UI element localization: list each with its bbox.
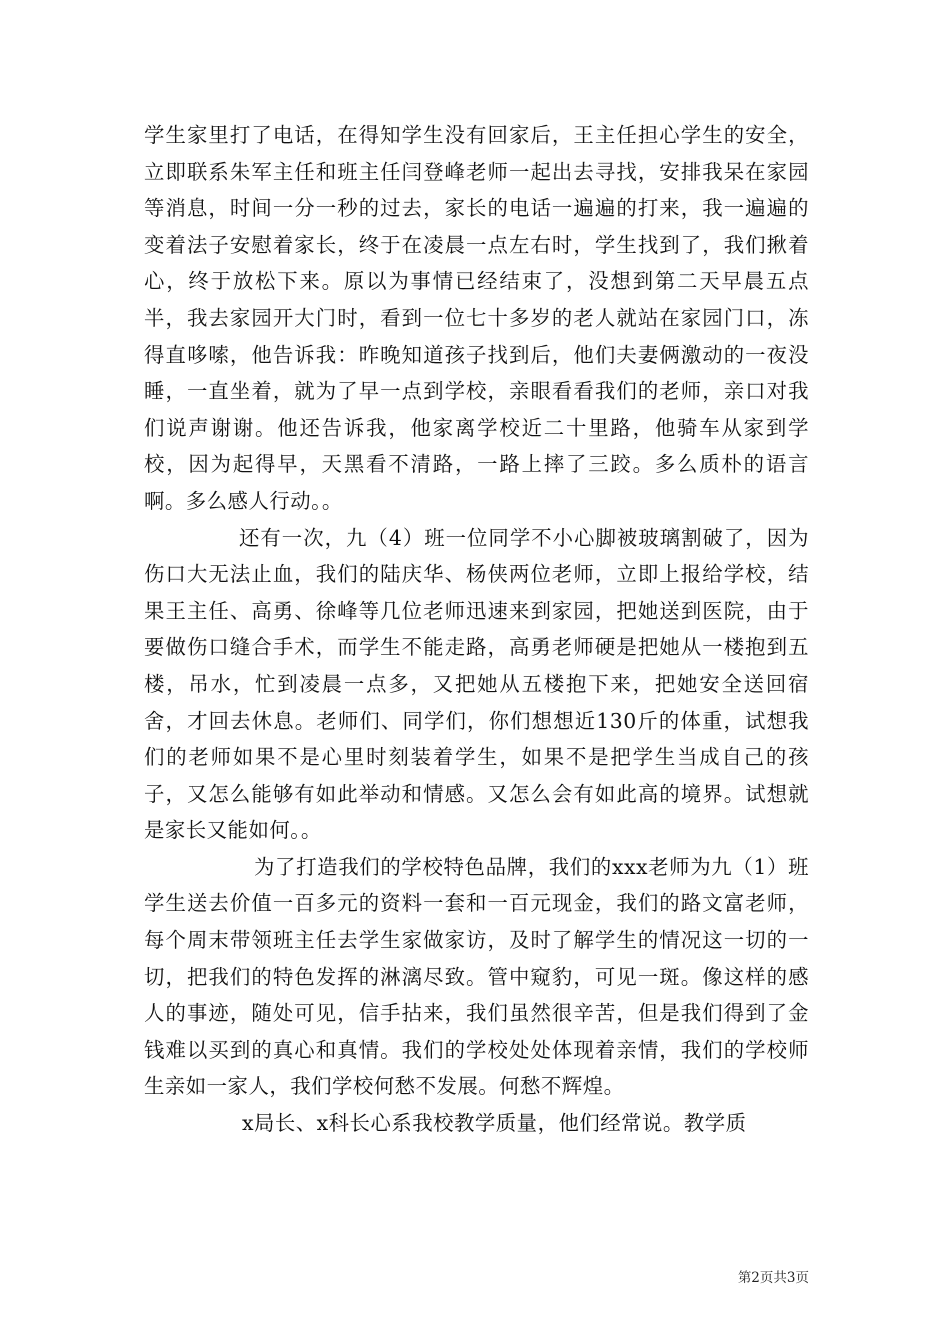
paragraph-1: 学生家里打了电话，在得知学生没有回家后，王主任担心学生的安全，立即联系朱军主任和班主任闫登峰老师一起出去寻找，安排我呆在家园等消息，时间一分一秒的过去，家长的电话一遍遍的打来，我一遍遍的变着法子安慰着家长，终于在凌晨一点左右时，学生找到了，我们揪着心，终于放松下来。原以为事情已经结束了，没想到第二天早晨五点半，我去家园开大门时，看到一位七十多岁的老人就站在家园门口，冻得直哆嗦，他告诉我：昨晚知道孩子找到后，他们夫妻俩激动的一夜没睡，一直坐着，就为了早一点到学校，亲眼看看我们的老师，亲口对我们说声谢谢。他还告诉我，他家离学校近二十里路，他骑车从家到学校，因为起得早，天黑看不清路，一路上摔了三跤。多么质朴的语言啊。多么感人行动。。 xyxy=(144,123,809,513)
paragraph-2: 还有一次，九（4）班一位同学不小心脚被玻璃割破了，因为伤口大无法止血，我们的陆庆华、杨侠两位老师，立即上报给学校，结果王主任、高勇、徐峰等几位老师迅速来到家园，把她送到医院，由于要做伤口缝合手术，而学生不能走路，高勇老师硬是把她从一楼抱到五楼，吊水，忙到凌晨一点多，又把她从五楼抱下来，把她安全送回宿舍，才回去休息。老师们、同学们，你们想想近130斤的体重，试想我们的老师如果不是心里时刻装着学生，如果不是把学生当成自己的孩子，又怎么能够有如此举动和情感。又怎么会有如此高的境界。试想就是家长又能如何。。 xyxy=(144,525,809,843)
paragraph-3: 为了打造我们的学校特色品牌，我们的xxx老师为九（1）班学生送去价值一百多元的资料一套和一百元现金，我们的路文富老师，每个周末带领班主任去学生家做家访，及时了解学生的情况这一切的一切，把我们的特色发挥的淋漓尽致。管中窥豹，可见一斑。像这样的感人的事迹，随处可见，信手拈来，我们虽然很辛苦，但是我们得到了金钱难以买到的真心和真情。我们的学校处处体现着亲情，我们的学校师生亲如一家人，我们学校何愁不发展。何愁不辉煌。 xyxy=(144,854,809,1099)
page-number-footer: 第2页共3页 xyxy=(737,1270,809,1286)
paragraph-4: x局长、x科长心系我校教学质量，他们经常说。教学质 xyxy=(242,1111,747,1136)
document-body xyxy=(144,117,809,1142)
